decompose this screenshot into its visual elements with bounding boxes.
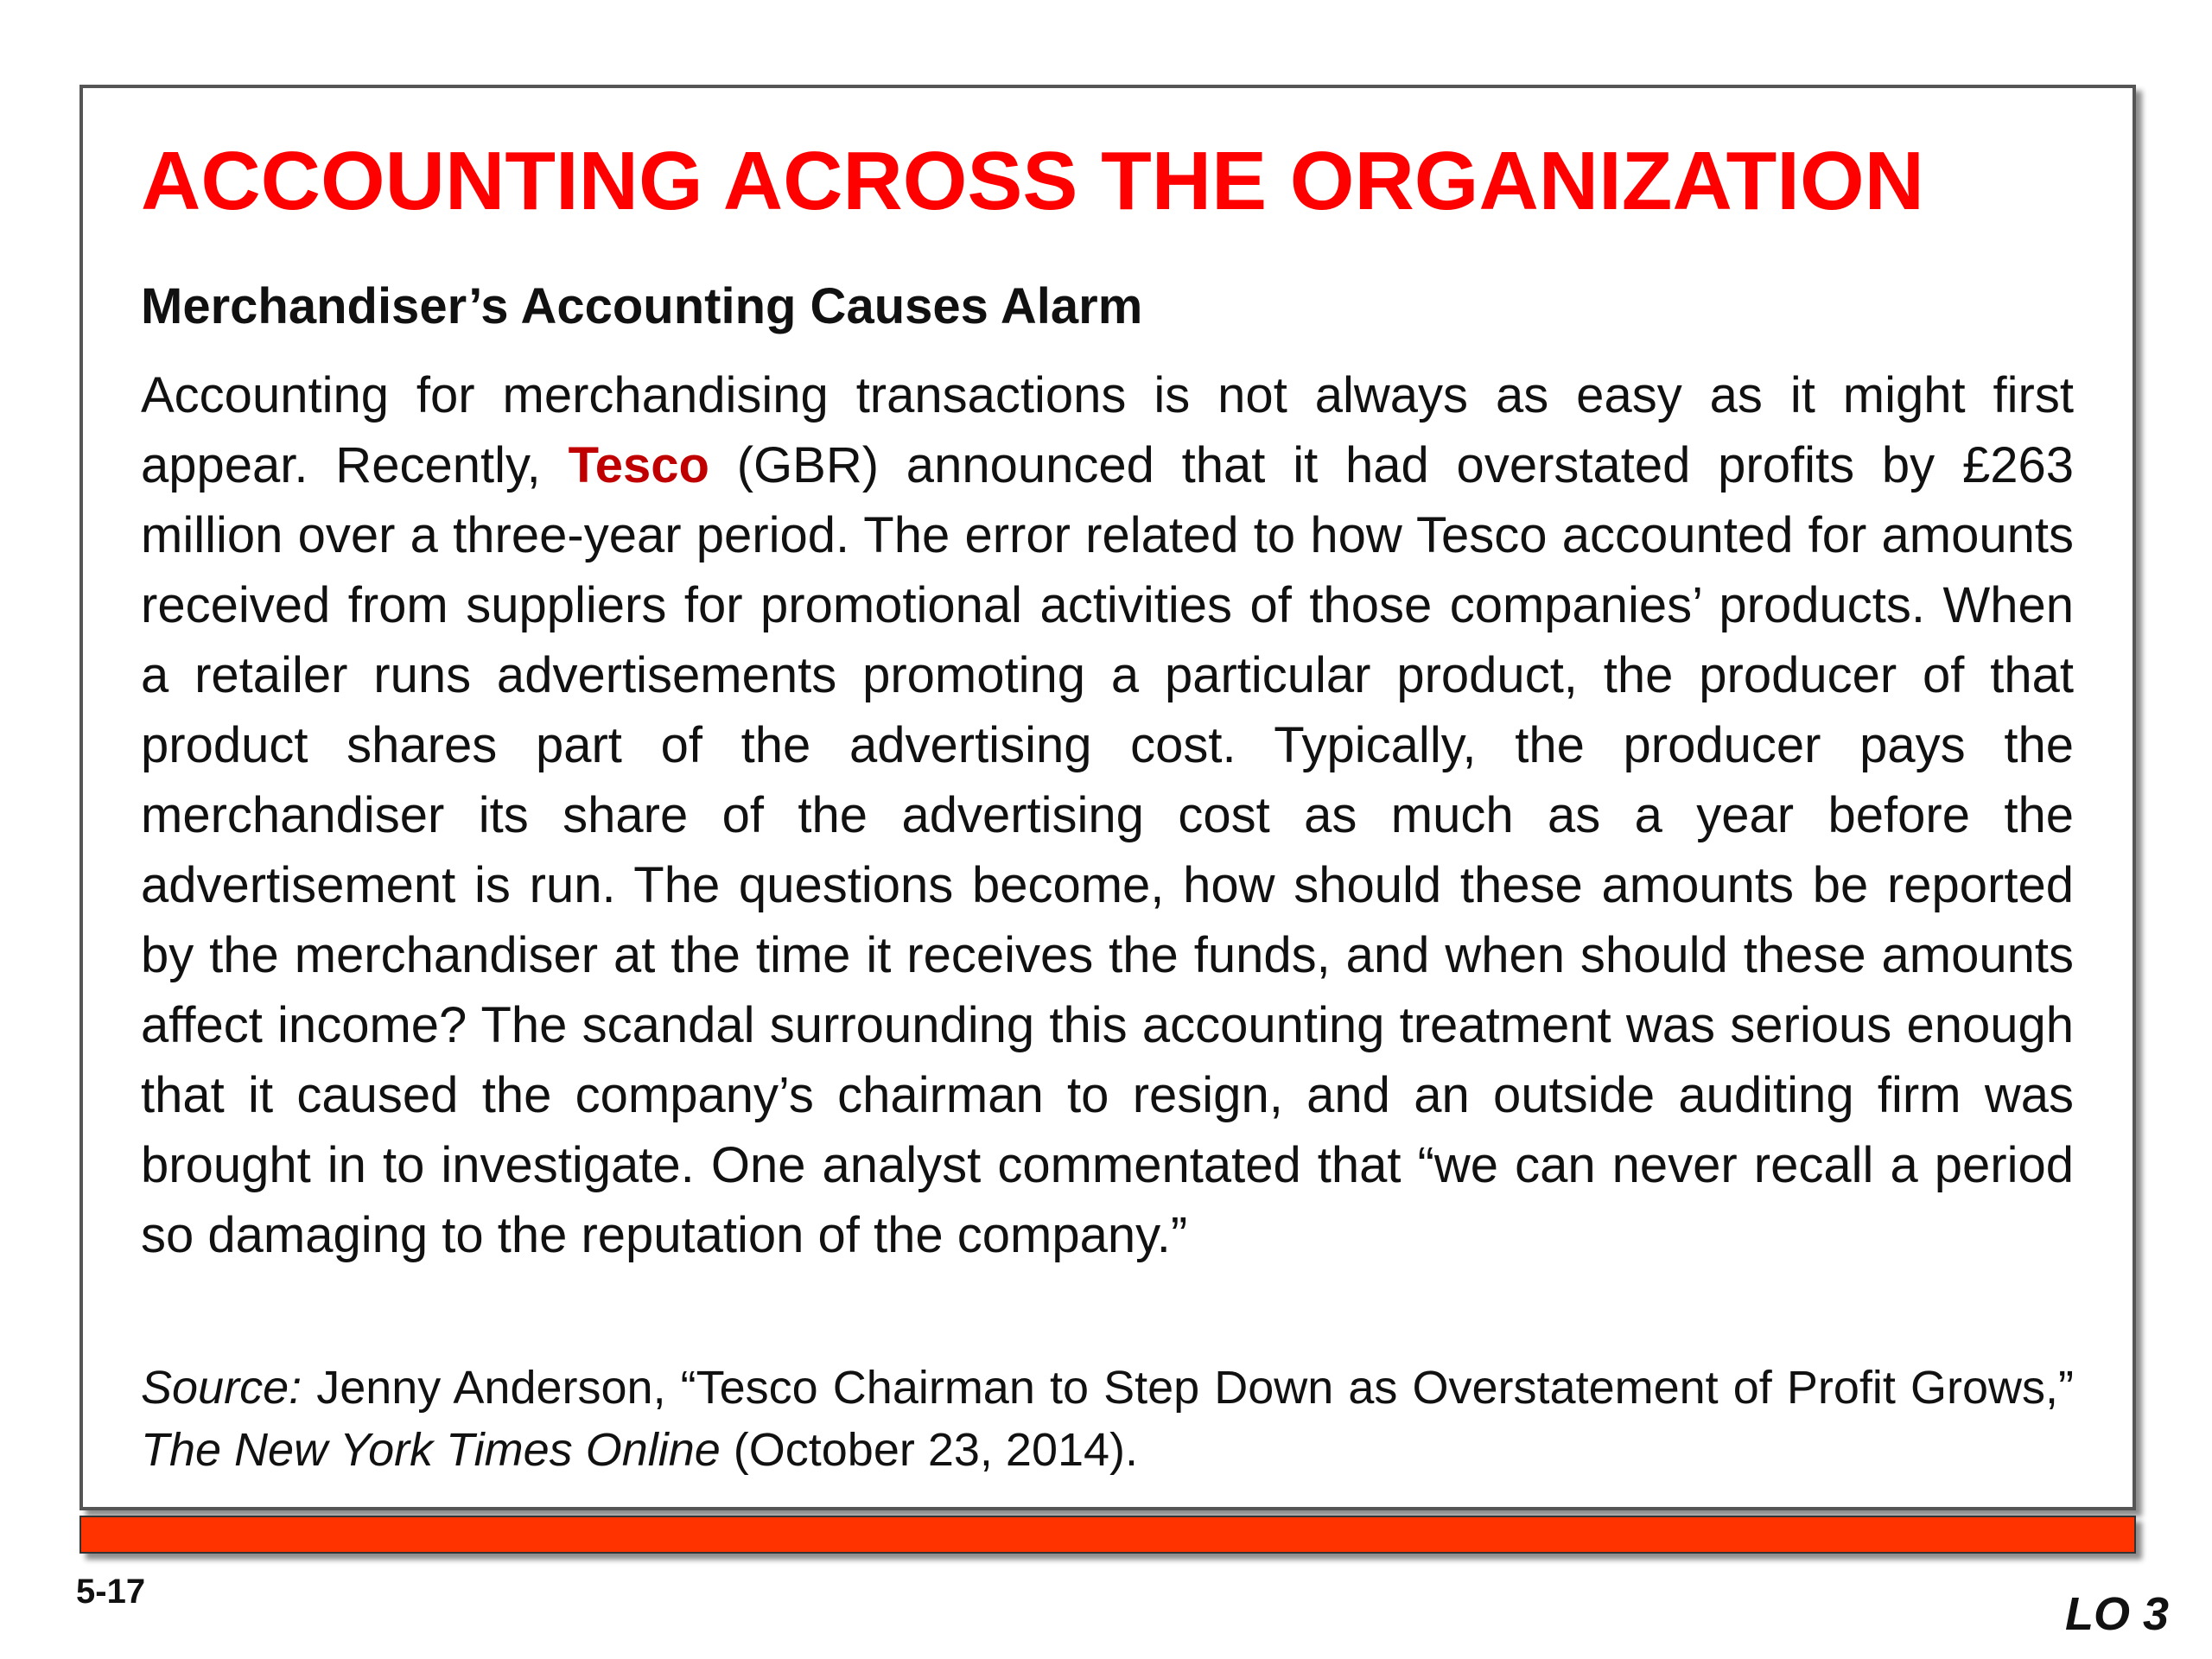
- body-text-part1: Accounting for merchandising transactions is not always as easy as it might first appear. Recently,: [141, 367, 2074, 493]
- source-text-part2: (October 23, 2014).: [720, 1424, 1139, 1476]
- source-citation: [141, 1357, 2074, 1481]
- learning-objective-label: LO 3: [2064, 1588, 2169, 1640]
- body-paragraph: [141, 360, 2074, 1270]
- slide-title: ACCOUNTING ACROSS THE ORGANIZATION: [141, 135, 1924, 227]
- page-number: 5-17: [76, 1573, 146, 1611]
- source-publication: The New York Times Online: [141, 1424, 721, 1476]
- body-text-part2: (GBR) announced that it had overstated profits by £263 million over a three-year period. The error related to how Tesco accounted for amounts received from suppliers for promotional activities of those companies’ products. When a retailer runs advertisements promoting a particular product, the producer of that product shares part of the advertising cost. Typically, the producer pays the merchandiser its share of the advertising cost as much as a year before the advertisement is run. The questions become, how should these amounts be reported by the merchandiser at the time it receives the funds, and when should these amounts affect income? The scandal surrounding this accounting treatment was serious enough that it caused the company’s chairman to resign, and an outside auditing firm was brought in to investigate. One analyst commentated that “we can never recall a period so damaging to the reputation of the company.”: [141, 437, 2074, 1263]
- footer-bar: [79, 1516, 2136, 1554]
- source-text-part1: Jenny Anderson, “Tesco Chairman to Step Down as Overstatement of Profit Grows,”: [302, 1362, 2074, 1414]
- slide-subtitle: Merchandiser’s Accounting Causes Alarm: [141, 278, 1143, 334]
- company-name-highlight: Tesco: [568, 437, 709, 493]
- source-label: Source:: [141, 1362, 302, 1414]
